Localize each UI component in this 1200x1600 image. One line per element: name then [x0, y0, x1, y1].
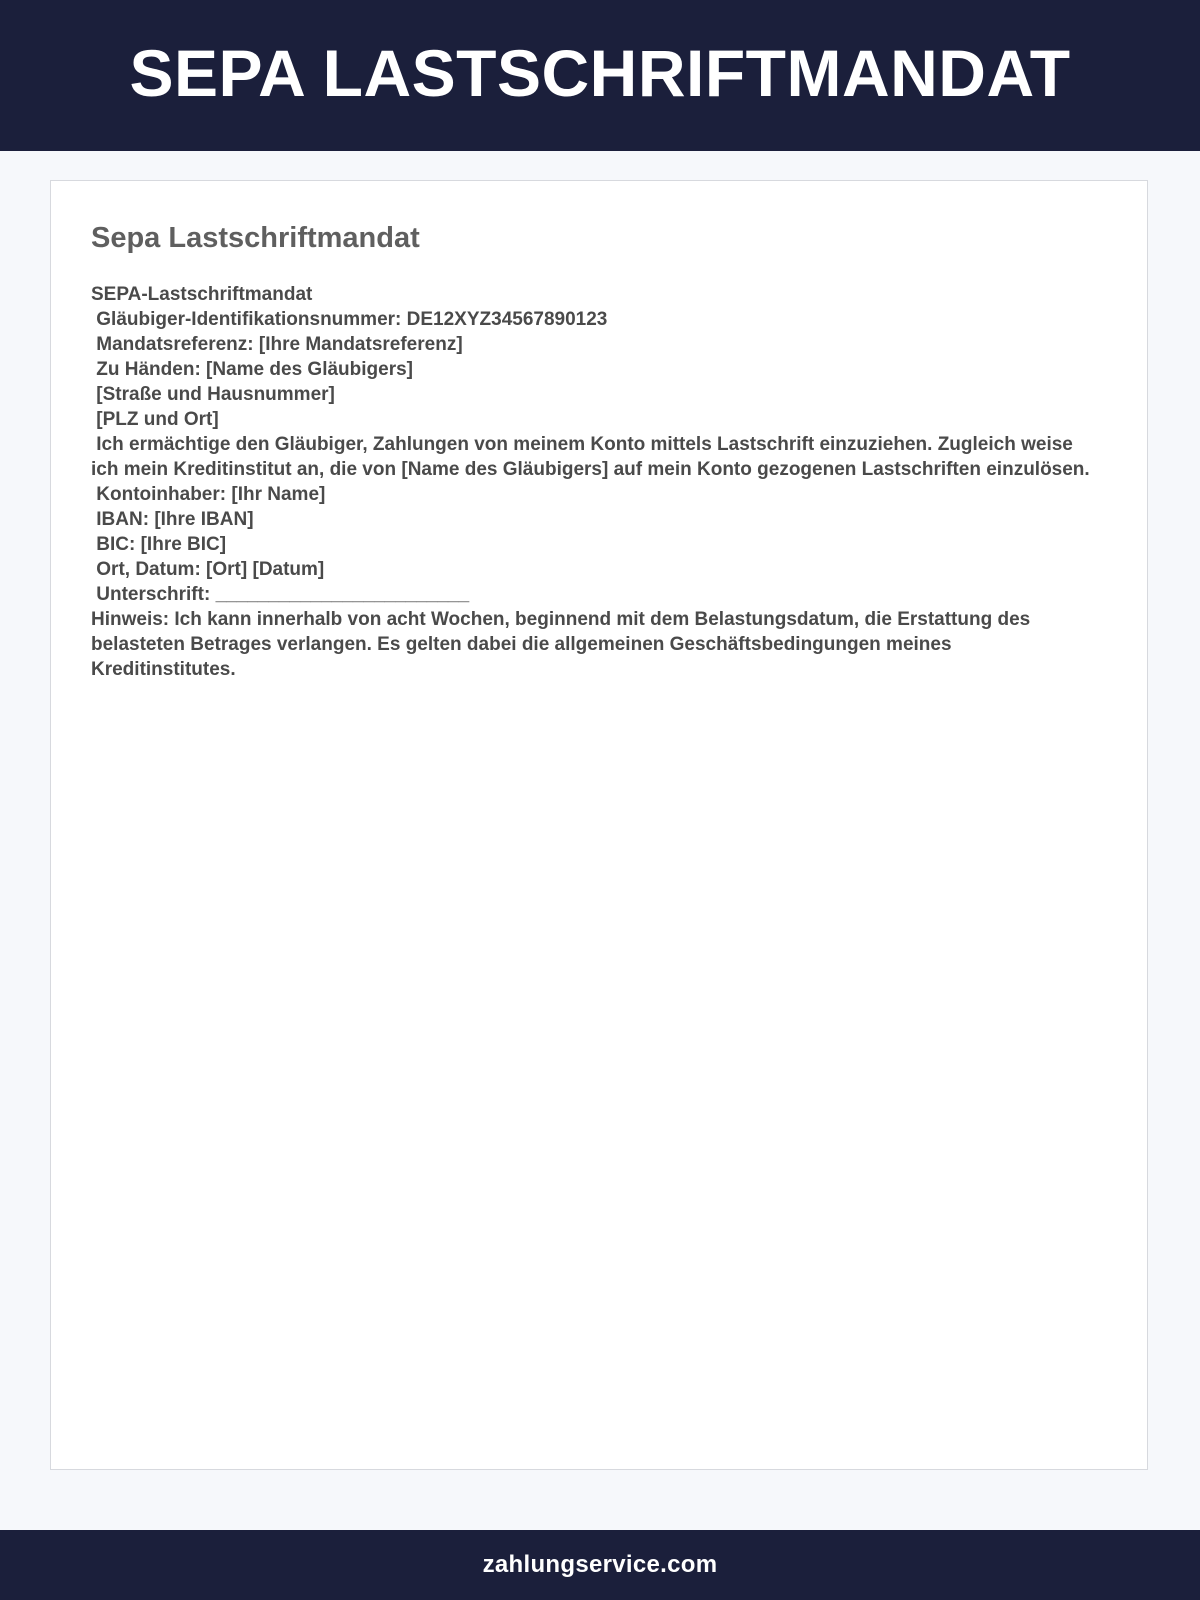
place-date-line: Ort, Datum: [Ort] [Datum]: [91, 559, 325, 580]
postal-city-line: [PLZ und Ort]: [91, 409, 219, 430]
document-title: Sepa Lastschriftmandat: [91, 222, 420, 254]
street-line: [Straße und Hausnummer]: [91, 384, 335, 405]
authorization-text: Ich ermächtige den Gläubiger, Zahlungen von meinem Konto mittels Lastschrift einzuziehen. Zugleich weise ich mein Kreditinstitut an, die von [Name des Gläubigers] auf mein Konto gezogenen Lastschriften einzulösen.: [91, 434, 1090, 480]
account-holder-line: Kontoinhaber: [Ihr Name]: [91, 484, 326, 505]
footer-site-name: zahlungservice.com: [482, 1551, 718, 1578]
document-card: [50, 180, 1148, 1470]
signature-line: Unterschrift: ________________________: [91, 584, 470, 605]
iban-line: IBAN: [Ihre IBAN]: [91, 509, 254, 530]
footer-banner: [0, 1530, 1200, 1600]
document-body: [91, 282, 1101, 682]
mandate-reference-line: Mandatsreferenz: [Ihre Mandatsreferenz]: [91, 334, 463, 355]
header-banner: [0, 0, 1200, 151]
bic-line: BIC: [Ihre BIC]: [91, 534, 227, 555]
notice-text: Hinweis: Ich kann innerhalb von acht Wochen, beginnend mit dem Belastungsdatum, die Erstattung des belasteten Betrages verlangen. Es gelten dabei die allgemeinen Geschäftsbedingungen meines Kreditinstitutes.: [91, 609, 1036, 680]
page-title: SEPA LASTSCHRIFTMANDAT: [129, 35, 1071, 110]
creditor-id-line: Gläubiger-Identifikationsnummer: DE12XYZ34567890123: [91, 309, 608, 330]
attention-line: Zu Händen: [Name des Gläubigers]: [91, 359, 414, 380]
mandate-heading: SEPA-Lastschriftmandat: [91, 284, 313, 305]
